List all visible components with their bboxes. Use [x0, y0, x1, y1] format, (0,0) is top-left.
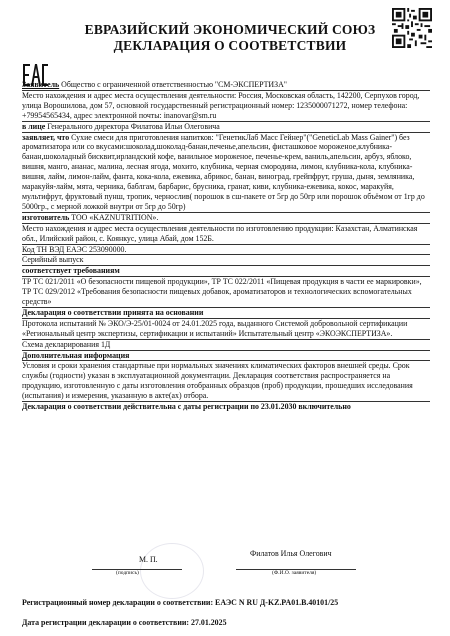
registration-date: Дата регистрации декларации о соответствии: 27.01.2025 — [22, 618, 227, 627]
basis-value: Протокола испытаний № ЭКО/Э-25/01-0024 от 24.01.2025 года, выданного Системой добровольной сертификации «Региональный центр экспертизы, сертификации и испытаний» Испытательный центр «ЭКОЭКСПЕРТИЗА». — [22, 319, 430, 340]
name-caption: (Ф.И.О. заявителя) — [272, 570, 317, 576]
maker-value: ТОО «KAZNUTRITION». — [69, 212, 159, 222]
person-label: в лице — [22, 121, 46, 131]
basis-label: Декларация о соответствии принята на основании — [22, 308, 430, 319]
qr-code-icon — [392, 8, 432, 48]
declares-value: Сухие смеси для приготовления напитков: "ГенетикЛаб Масс Гейнер"("GeneticLab Mass Gainer") без ароматизатора или со вкусами:шоколад,шоколад-банан,печенье,апельсин, фисташковое мороженое,клубника-банан,шоколадный бисквит,ирландский кофе, ванильное мороженое, печенье-крем, ваниль,апельсин, арбуз, яблоко, вишня, манго, ананас, малина, лесная ягода, мохито, клубника, черная смородина, лимон, клубника-кола, клубника-вишня, лайм, лимон-лайм, фанта, кока-кола, ежевика, абрикос, банан, виноград, грейпфрут, груша, дыня, земляника, маракуйя-лайм, мята, черника, баблгам, барбарис, брусника, гранат, киви, клубника-ежевика, кокос, маракуйя, мультифрут, фруктовый пунш, тропик, чернослив( порошок в сш-пакете от 5гр до 50гр или порошок объёмом от 1гр до 5000гр., с мерной ложкой внутри от 5гр до 50гр) — [22, 132, 425, 211]
maker-row — [22, 213, 430, 224]
stamp-place-label: М. П. — [139, 555, 158, 564]
registration-number: Регистрационный номер декларации о соответствии: ЕАЭС N RU Д-KZ.PA01.B.40101/25 — [22, 598, 339, 607]
applicant-row — [22, 80, 430, 91]
person-value: Генерального директора Филатова Ильи Олеговича — [45, 121, 220, 131]
product-row — [22, 133, 430, 213]
maker-label: изготовитель — [22, 212, 70, 222]
serial-release: Серийный выпуск — [22, 255, 430, 266]
hs-code: Код ТН ВЭД ЕАЭС 253090000. — [22, 245, 430, 256]
scheme: Схема декларирования 1Д — [22, 340, 430, 351]
declares-label: заявляет, что — [22, 132, 70, 142]
additional-value: Условия и сроки хранения стандартные при нормальных значениях климатических факторов внешней среды. Срок службы (годности) указан в эксплуатационной документации. Декларация соответствия распространяется на продукцию, изготовленную с даты изготовления отобранных образцов (проб) продукции, прошедших исследования (испытания) и измерения, указанную в акте(ах) отбора. — [22, 361, 430, 402]
signature-caption: (подпись) — [116, 570, 139, 576]
declaration-body — [22, 80, 430, 412]
document-header — [70, 22, 390, 54]
conformity-value: ТР ТС 021/2011 «О безопасности пищевой продукции», ТР ТС 022/2011 «Пищевая продукция в части ее маркировки», ТР ТС 029/2012 «Требования безопасности пищевых добавок, ароматизаторов и технологических вспомогательных средств» — [22, 277, 430, 308]
stamp-mark — [140, 543, 204, 599]
conformity-label: соответствует требованиям — [22, 266, 430, 277]
applicant-label: Заявитель — [22, 80, 60, 89]
signature-block — [22, 549, 430, 593]
additional-label: Дополнительная информация — [22, 351, 430, 362]
header-union-title: ЕВРАЗИЙСКИЙ ЭКОНОМИЧЕСКИЙ СОЮЗ — [84, 22, 376, 37]
maker-address: Место нахождения и адрес места осуществления деятельности по изготовлению продукции: Казахстан, Алматинская обл., Илийский район, с. Коянкус, улица Абай, дом 152Б. — [22, 224, 430, 245]
applicant-address: Место нахождения и адрес места осуществления деятельности: Россия, Московская область, 142200, Серпухов город, улица Ворошилова, дом 57, основной государственный регистрационный номер: 1235000071272, номер телефона: +79954565434, адрес электронной почты: inanovar@sm.ru — [22, 91, 430, 122]
validity: Декларация о соответствии действительна с даты регистрации по 23.01.2030 включительно — [22, 402, 351, 412]
applicant-person-row — [22, 122, 430, 133]
signer-name: Филатов Илья Олегович — [250, 549, 332, 558]
header-declaration-title: ДЕКЛАРАЦИЯ О СООТВЕТСТВИИ — [113, 38, 347, 53]
applicant-value: Общество с ограниченной ответственностью "СМ-ЭКСПЕРТИЗА" — [59, 80, 287, 89]
